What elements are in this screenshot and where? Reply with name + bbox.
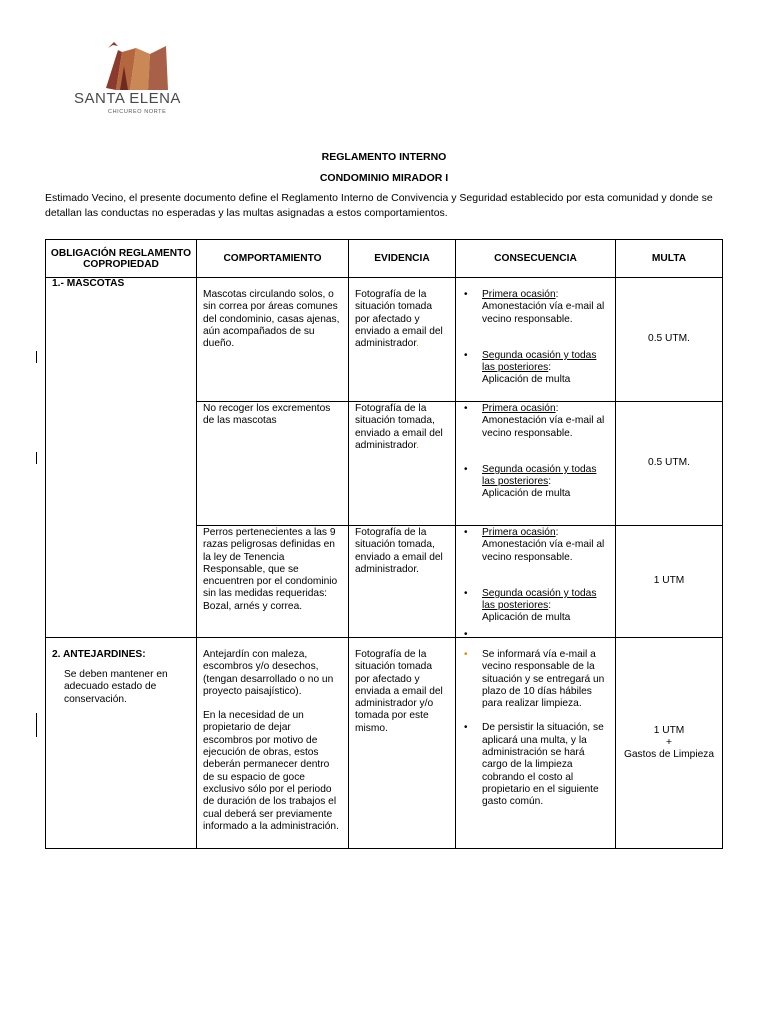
behavior-cell: Perros pertenecientes a las 9 razas peligrosas definidas en la ley de Tenencia Responsable, que se encuentren por el condominio sin las medidas requeridas: Bozal, arnés y correa. <box>203 527 338 612</box>
section-description: Se deben mantener en adecuado estado de conservación. <box>64 669 168 705</box>
table-row <box>46 278 723 402</box>
document-subtitle: CONDOMINIO MIRADOR I <box>319 172 449 184</box>
consequence-list: • Primera ocasión: Amonestación vía e-mail al vecino responsable. • Segunda ocasión y todas las posteriores: Aplicación de multa • <box>456 526 615 625</box>
header-consecuencia: CONSECUENCIA <box>456 240 616 278</box>
evidence-cell: Fotografía de la situación tomada, enviado a email del administrador. <box>355 403 443 451</box>
header-comportamiento: COMPORTAMIENTO <box>197 240 349 278</box>
fine-cell: 1 UTM <box>616 526 723 638</box>
section-antejardines <box>46 638 197 849</box>
consequence-list <box>456 402 615 501</box>
header-obligacion: OBLIGACIÓN REGLAMENTO COPROPIEDAD <box>46 240 197 278</box>
fine-cell: 0.5 UTM. <box>616 402 723 526</box>
list-item: • Se informará vía e-mail a vecino responsable de la situación y se entregará un plazo de 10 días hábiles para realizar limpieza. <box>464 649 605 710</box>
intro-paragraph: Estimado Vecino, el presente documento define el Reglamento Interno de Convivencia y Seguridad establecido por esta comunidad y donde se detallan las conductas no esperadas y las multas asignadas a estos comportamientos. <box>45 192 713 219</box>
margin-change-mark <box>36 713 37 737</box>
consequence-list <box>456 278 615 387</box>
evidence-cell: Fotografía de la situación tomada por afectado y enviado a email del administrador. <box>355 289 443 350</box>
header-multa: MULTA <box>616 240 723 278</box>
list-item: • Segunda ocasión y todas las posteriores: Aplicación de multa <box>464 463 597 500</box>
evidence-cell: Fotografía de la situación tomada, enviado a email del administrador. <box>355 527 443 575</box>
header-evidencia: EVIDENCIA <box>349 240 456 278</box>
list-item: • Primera ocasión: Amonestación vía e-mail al vecino responsable. <box>464 527 605 563</box>
list-item: • De persistir la situación, se aplicará una multa, y la administración se hará cargo de la limpieza cobrando el costo al propietario en el siguiente gasto común. <box>464 722 604 808</box>
list-item: • Segunda ocasión y todas las posteriores: Aplicación de multa <box>464 349 597 386</box>
behavior-cell: Mascotas circulando solos, o sin correa por áreas comunes del condominio, casas ajenas, aún acompañados de su dueño. <box>203 289 340 350</box>
list-item: • Segunda ocasión y todas las posteriores: Aplicación de multa <box>464 587 597 624</box>
table-row <box>46 638 723 849</box>
margin-change-mark <box>36 452 37 464</box>
document-title: REGLAMENTO INTERNO <box>321 151 447 163</box>
fine-cell: 0.5 UTM. <box>616 278 723 402</box>
brand-subtitle: CHICUREO NORTE <box>108 109 167 115</box>
section-title: 2. ANTEJARDINES: <box>52 649 146 660</box>
regulation-table <box>45 239 723 849</box>
list-item: • Primera ocasión: Amonestación vía e-mail al vecino responsable. <box>464 289 605 325</box>
table-header-row <box>46 240 723 278</box>
list-item: • Primera ocasión: Amonestación vía e-mail al vecino responsable. <box>464 403 605 439</box>
evidence-cell: Fotografía de la situación tomada por afectado y enviada a email del administrador y/o tomada por este mismo. <box>355 649 443 734</box>
brand-name: SANTA ELENA <box>74 90 181 107</box>
santa-elena-logo <box>70 40 205 120</box>
section-title: 1.- MASCOTAS <box>52 278 125 289</box>
margin-change-mark <box>36 351 37 363</box>
behavior-cell: No recoger los excrementos de las mascotas <box>203 403 331 427</box>
behavior-cell: Antejardín con maleza, escombros y/o desechos, (tengan desarrollado o no un proyecto paisajístico). En la necesidad de un propietario de dejar escombros por motivo de ejecución de obras, estos deberán permanecer dentro de su espacio de goce exclusivo sólo por el periodo de duración de los trabajos el cual deberá ser previamente informado a la administración. <box>203 649 339 832</box>
section-mascotas <box>46 278 197 638</box>
fine-cell: 1 UTM + Gastos de Limpieza <box>616 638 723 849</box>
consequence-list <box>456 638 615 809</box>
